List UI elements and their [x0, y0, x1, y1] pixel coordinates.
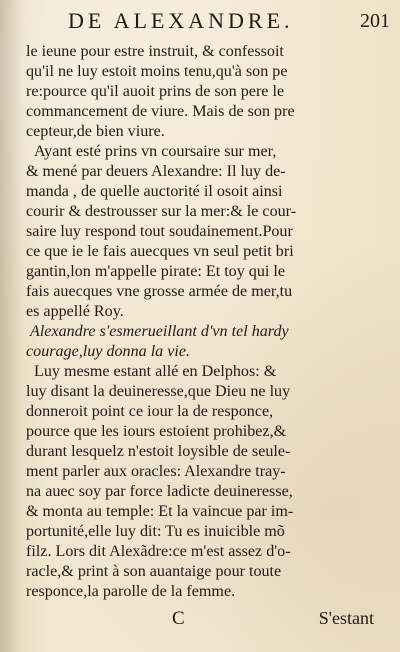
running-title: DE ALEXANDRE. [68, 8, 294, 33]
text-line: pource que les iours estoient prohibez,& [26, 423, 287, 440]
text-line: durant lesquelz n'estoit loysible de seule- [26, 443, 291, 460]
text-line: commancement de viure. Mais de son pre [26, 103, 295, 120]
text-line: ce que ie le fais auecques vn seul petit bri [26, 243, 294, 260]
text-line: & mené par deuers Alexandre: Il luy de- [26, 163, 286, 180]
text-line: Luy mesme estant allé en Delphos: & [34, 363, 277, 380]
text-line: ment parler aux oracles: Alexandre tray- [26, 463, 286, 480]
page-number: 201 [360, 10, 390, 32]
text-line: re:pource qu'il auoit prins de son pere le [26, 83, 285, 100]
text-line: na auec soy par force ladicte deuineresse, [26, 483, 293, 500]
text-line: fais auecques vne grosse armée de mer,tu [26, 283, 293, 300]
page-gutter-shadow [0, 0, 24, 652]
text-line: & monta au temple: Et la vaincue par im- [26, 503, 294, 520]
text-line: le ieune pour estre instruit, & confessoit [26, 43, 284, 60]
text-line: es appellé Roy. [26, 303, 124, 320]
text-line: racle,& print à son auantaige pour toute [26, 563, 282, 580]
text-line: Ayant esté prins vn coursaire sur mer, [34, 143, 277, 160]
page-footer [140, 608, 390, 632]
text-line: portunité,elle luy dit: Tu es inuicible mõ [26, 523, 285, 540]
text-line: courir & destrousser sur la mer:& le cour- [26, 203, 297, 220]
text-line: saire luy respond tout soudainement.Pour [26, 223, 293, 240]
text-line: manda , de quelle auctorité il osoit ainsi [26, 183, 283, 200]
text-line: gantin,lon m'appelle pirate: Et toy qui le [26, 263, 285, 280]
page-header [60, 8, 390, 36]
text-line: responce,la parolle de la femme. [26, 583, 236, 600]
signature-mark: C [172, 608, 185, 629]
text-line: Alexandre s'esmerueillant d'vn tel hardy [30, 323, 289, 340]
text-line: donneroit point ce iour la de responce, [26, 403, 274, 420]
text-line: courage,luy donna la vie. [26, 343, 191, 360]
text-line: luy disant la deuineresse,que Dieu ne luy [26, 383, 291, 400]
text-line: qu'il ne luy estoit moins tenu,qu'à son pe [26, 63, 288, 80]
text-line: filz. Lors dit Alexãdre:ce m'est assez d'o- [26, 543, 291, 560]
text-line: cepteur,de bien viure. [26, 123, 165, 140]
catchword: S'estant [318, 608, 374, 628]
